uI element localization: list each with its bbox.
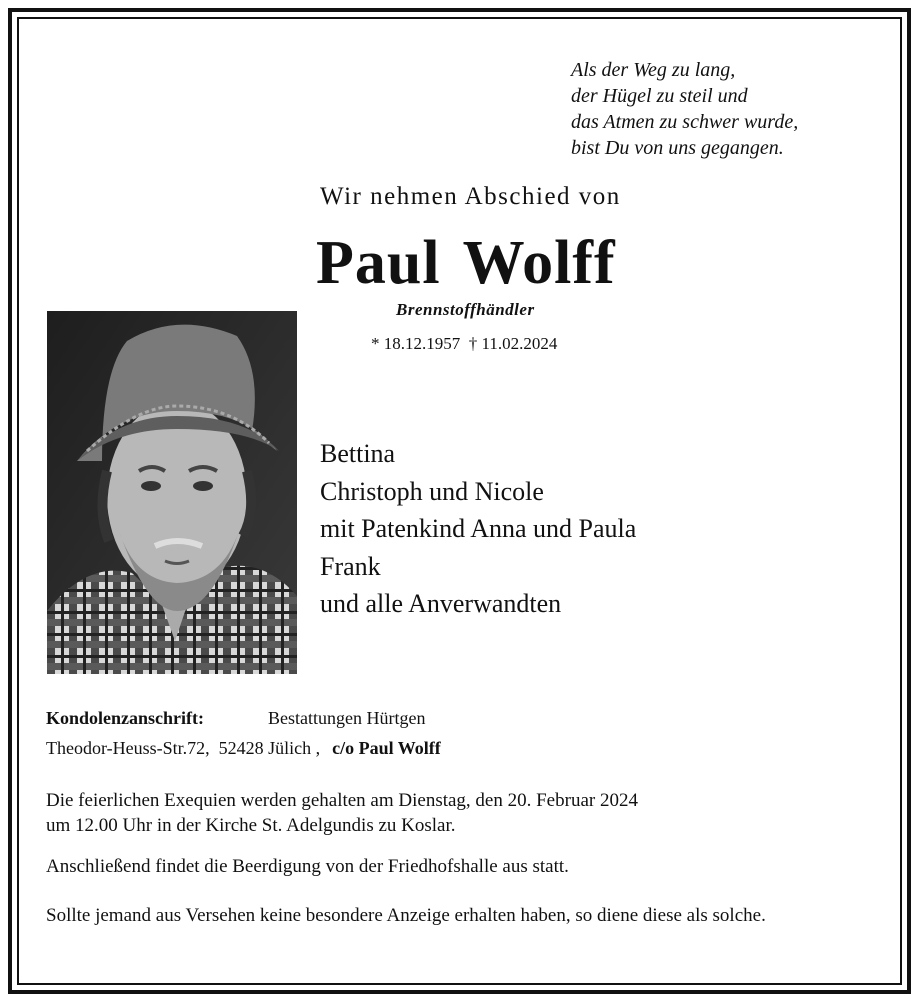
life-dates: * 18.12.1957 † 11.02.2024 bbox=[371, 334, 558, 353]
poem bbox=[571, 57, 798, 161]
care-of: c/o Paul Wolff bbox=[332, 738, 441, 758]
mourner-line: mit Patenkind Anna und Paula bbox=[320, 514, 637, 543]
poem-line: das Atmen zu schwer wurde, bbox=[571, 111, 799, 133]
mourner-line: Frank bbox=[320, 551, 381, 581]
poem-line: Als der Weg zu lang, bbox=[571, 59, 736, 81]
portrait-illustration bbox=[47, 311, 297, 674]
intro-heading: Wir nehmen Abschied von bbox=[320, 183, 621, 210]
poem-line: der Hügel zu steil und bbox=[571, 85, 748, 107]
condolence-name: Bestattungen Hürtgen bbox=[268, 708, 426, 728]
burial-paragraph: Anschließend findet die Beerdigung von der Friedhofshalle aus statt. bbox=[46, 856, 569, 877]
mourner-line: und alle Anverwandten bbox=[320, 589, 562, 618]
portrait-photo bbox=[47, 311, 297, 674]
occupation: Brennstoffhändler bbox=[396, 300, 535, 319]
address-text: Theodor-Heuss-Str.72, 52428 Jülich , bbox=[46, 738, 321, 758]
condolence-address bbox=[46, 738, 441, 759]
exequien-paragraph bbox=[46, 788, 638, 838]
mourners-list bbox=[320, 435, 636, 623]
condolence-label: Kondolenzanschrift: bbox=[46, 708, 205, 728]
exequien-line: um 12.00 Uhr in der Kirche St. Adelgundis zu Koslar. bbox=[46, 815, 456, 836]
first-name: Paul bbox=[316, 229, 441, 297]
poem-line: bist Du von uns gegangen. bbox=[571, 137, 784, 159]
last-name: Wolff bbox=[462, 229, 616, 297]
notice-paragraph: Sollte jemand aus Versehen keine besondere Anzeige erhalten haben, so diene diese als solche. bbox=[46, 905, 766, 926]
mourner-line: Bettina bbox=[320, 439, 396, 468]
exequien-line: Die feierlichen Exequien werden gehalten am Dienstag, den 20. Februar 2024 bbox=[46, 790, 638, 811]
mourner-line: Christoph und Nicole bbox=[320, 476, 544, 506]
deceased-name bbox=[316, 228, 616, 299]
